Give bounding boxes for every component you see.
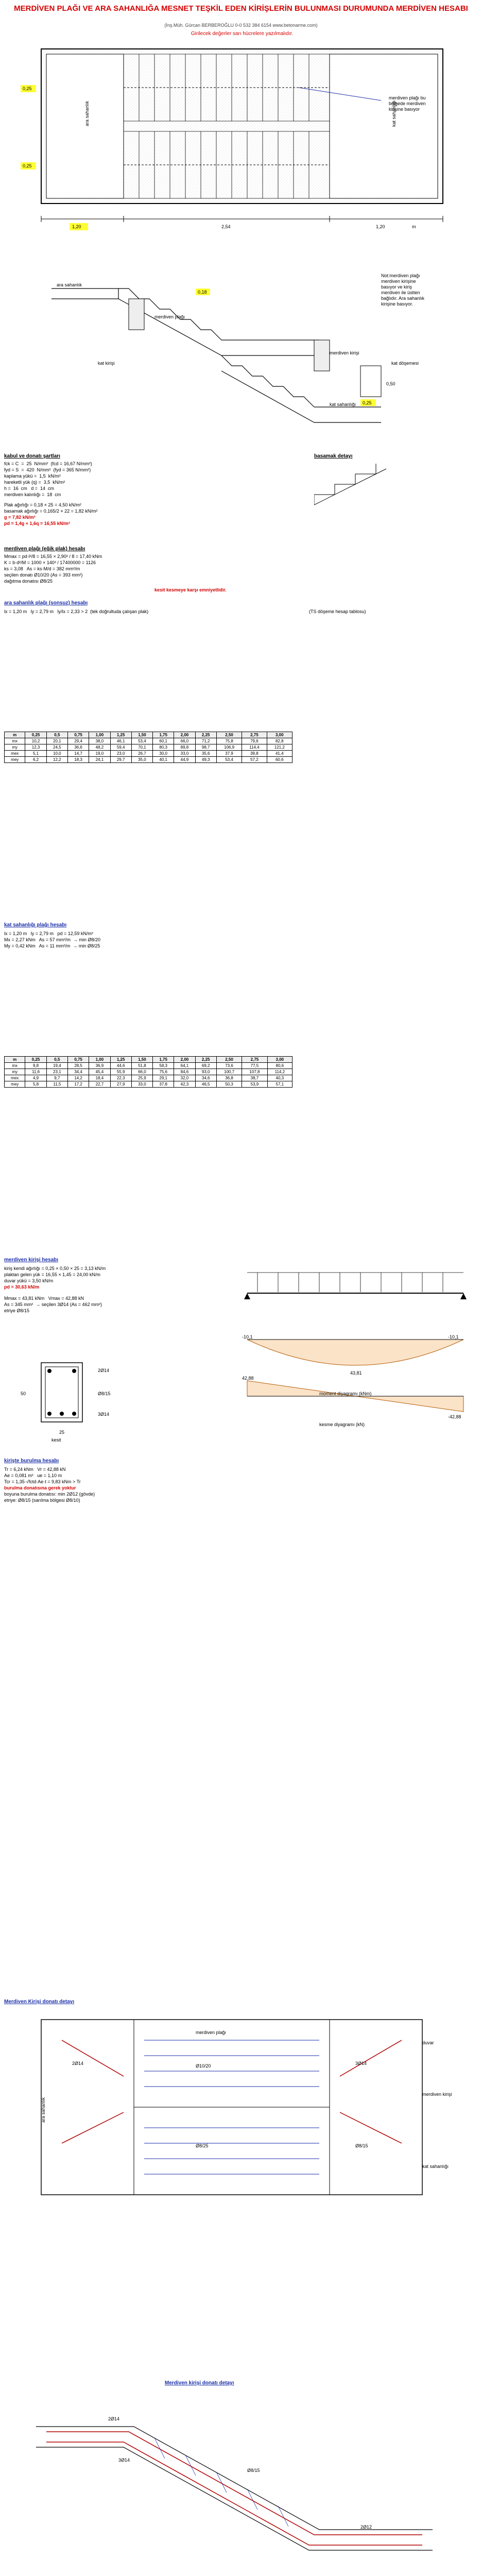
table-cell: 42,3 <box>174 1081 195 1088</box>
kiris-donati: As = 345 mm² → seçilen 3Ø14 (As = 462 mm²) <box>4 1302 102 1307</box>
table-cell: mex <box>5 1075 25 1081</box>
table-cell: mey <box>5 757 25 763</box>
table-cell: 29,7 <box>110 757 131 763</box>
moment-label: moment diyagramı (kNm) <box>319 1391 372 1396</box>
beam-load-diagram <box>237 1262 474 1432</box>
table-cell: 114,4 <box>242 744 267 751</box>
sec-label-ara: ara sahanlık <box>57 282 82 287</box>
table-cell: 44,6 <box>110 1063 131 1069</box>
table-cell: 2,75 <box>242 1057 267 1063</box>
table-row <box>5 751 292 757</box>
table-cell: 0,75 <box>67 1057 89 1063</box>
pd-label-kiris: merdiven kirişi <box>422 2092 452 2097</box>
plan-unit: m <box>412 224 416 229</box>
table-cell: 24,1 <box>89 757 110 763</box>
kiris-yuk-2: plaktan gelen yük = 16,55 × 1,45 = 24,00 kN/m <box>4 1272 100 1277</box>
table-cell: 36,6 <box>67 744 89 751</box>
moment-value-left: -10,1 <box>242 1334 253 1340</box>
table-cell: 2,50 <box>216 1057 242 1063</box>
burulma-line-2: Ae = 0,081 m² ue = 1,10 m <box>4 1473 62 1478</box>
plak-result: kesit kesmeye karşı emniyetlidir. <box>154 587 227 592</box>
sec-label-katkiris: kat kirişi <box>98 361 115 366</box>
sec-label-duvar: kat döşemesi <box>391 361 419 366</box>
pd-bar-3: 2Ø14 <box>72 2061 84 2066</box>
table-cell: 40,1 <box>153 757 174 763</box>
sec-dim-kiris-w: 0,25 <box>363 400 372 405</box>
table-cell: 53,9 <box>242 1081 267 1088</box>
table-cell: 36,8 <box>216 1075 242 1081</box>
table-cell: 2,00 <box>174 732 195 738</box>
table-cell: 66,0 <box>131 1069 152 1075</box>
table-cell: 79,6 <box>242 738 267 744</box>
table-cell: 11,6 <box>25 1069 46 1075</box>
cross-label: kesit <box>51 1437 61 1443</box>
table-cell: 23,0 <box>110 751 131 757</box>
table-row <box>5 1075 292 1081</box>
table-cell: 57,2 <box>242 757 267 763</box>
table-cell: 69,2 <box>195 1063 216 1069</box>
table-cell: mex <box>5 751 25 757</box>
plan-dim-left: 0,25 <box>23 86 32 91</box>
table-cell: 33,0 <box>174 751 195 757</box>
table-cell: 5,8 <box>25 1081 46 1088</box>
sahanlik-heading: ara sahanlık plağı (sonsuz) hesabı <box>4 600 88 606</box>
table-cell: 2,75 <box>242 732 267 738</box>
table-cell: 22,3 <box>110 1075 131 1081</box>
table-cell: 80,6 <box>267 1063 292 1069</box>
kiris-yuk-3: duvar yükü = 3,50 kN/m <box>4 1278 54 1283</box>
table-cell: 2,00 <box>174 1057 195 1063</box>
table-cell: 10,2 <box>25 738 46 744</box>
table-cell: 100,7 <box>216 1069 242 1075</box>
table-cell: 64,1 <box>174 1063 195 1069</box>
pd-label-kat: kat sahanlığı <box>422 2164 449 2169</box>
sec-dim-kiris-h: 0,50 <box>386 381 395 386</box>
table-cell: 121,2 <box>267 744 292 751</box>
moment-table-1 <box>4 732 292 763</box>
burulma-line-6: etriye: Ø8/15 (sarılma bölgesi Ø8/10) <box>4 1498 80 1503</box>
plan-label-ara: ara sahanlık <box>84 100 90 127</box>
plan-dim-b1: 1,20 <box>72 224 81 229</box>
table-cell: 9,8 <box>25 1063 46 1069</box>
table-row <box>5 757 292 763</box>
table-cell: 29,1 <box>153 1075 174 1081</box>
table-cell: 66,0 <box>174 738 195 744</box>
load-line-6: merdiven kalınlığı = 18 cm <box>4 492 61 497</box>
table-cell: 49,3 <box>195 757 216 763</box>
table-cell: 51,8 <box>131 1063 152 1069</box>
table-cell: 45,4 <box>89 1069 110 1075</box>
moment-table-2 <box>4 1056 292 1088</box>
table-cell: 107,8 <box>242 1069 267 1075</box>
plak-line-3: ks = 3,08 As = ks·M/d = 382 mm²/m <box>4 566 80 571</box>
table-cell: 75,8 <box>216 738 242 744</box>
table-row <box>5 1057 292 1063</box>
kiris-moment: Mmax = 43,81 kNm Vmax = 42,88 kN <box>4 1296 84 1301</box>
pd-bar-2: Ø8/25 <box>196 2143 209 2148</box>
table-cell: 2,50 <box>216 732 242 738</box>
burulma-line-5: boyuna burulma donatısı: min 2Ø12 (gövde) <box>4 1492 95 1497</box>
table-cell: 24,5 <box>46 744 67 751</box>
load-line-5: h = 16 cm d = 14 cm <box>4 486 55 491</box>
table-cell: 0,5 <box>46 732 67 738</box>
table-cell: 75,6 <box>153 1069 174 1075</box>
kesme-value-left: 42,88 <box>242 1376 254 1381</box>
table-cell: 70,1 <box>131 744 152 751</box>
plan-dim-right: 0,25 <box>23 163 32 168</box>
cross-b: 25 <box>59 1430 65 1435</box>
pd-label-ara: ara sahanlık <box>41 2097 46 2123</box>
burulma-heading: kirişte burulma hesabı <box>4 1458 59 1464</box>
table-cell: 1,75 <box>153 1057 174 1063</box>
table-cell: 12,2 <box>46 757 67 763</box>
cross-bot-bars: 3Ø14 <box>98 1412 110 1417</box>
table-cell: 1,00 <box>89 732 110 738</box>
table-cell: 89,8 <box>174 744 195 751</box>
table-cell: 2,25 <box>195 1057 216 1063</box>
table-cell: 34,4 <box>67 1069 89 1075</box>
g-total: g = 7,82 kN/m² <box>4 515 36 520</box>
plan-rebar-drawing <box>31 2009 433 2205</box>
table-cell: 39,8 <box>242 751 267 757</box>
beam-cross-section <box>31 1360 93 1427</box>
stair-plan-drawing <box>21 39 463 245</box>
table-cell: 25,9 <box>131 1075 152 1081</box>
basamak-detail-drawing <box>314 464 417 510</box>
table-cell: 26,7 <box>131 751 152 757</box>
basamak-detail-heading: basamak detayı <box>314 453 353 459</box>
table-cell: 37,8 <box>153 1081 174 1088</box>
table-cell: 46,1 <box>110 738 131 744</box>
table-cell: 37,9 <box>216 751 242 757</box>
table-cell: m <box>5 732 25 738</box>
table-cell: 1,50 <box>131 732 152 738</box>
table-cell: 35,0 <box>131 757 152 763</box>
table-cell: 20,1 <box>46 738 67 744</box>
table-cell: 32,0 <box>174 1075 195 1081</box>
table-cell: 22,7 <box>89 1081 110 1088</box>
pd-label-duvar: duvar <box>422 2040 434 2045</box>
sec-note: Not:merdiven plağı merdiven kirişine basıyor ve kiriş merdiven ile üstten bağlıdır. Ara sahanlık kirişine basıyor. <box>381 273 425 307</box>
kat-sahanlik-line-2: My = 0,42 kNm As = 11 mm²/m → min Ø8/25 <box>4 943 100 948</box>
table-cell: 3,00 <box>267 1057 292 1063</box>
table-cell: 14,7 <box>67 751 89 757</box>
table-cell: 10,0 <box>46 751 67 757</box>
kesme-label: kesme diyagramı (kN) <box>319 1422 365 1427</box>
pd-bar-4: 3Ø14 <box>355 2061 367 2066</box>
table-cell: 6,2 <box>25 757 46 763</box>
stair-section-drawing <box>51 268 433 443</box>
table-row <box>5 738 292 744</box>
table-cell: 1,25 <box>110 732 131 738</box>
moment-value-right: -10,1 <box>448 1334 459 1340</box>
kat-sahanlik-line-1: Mx = 2,27 kNm As = 57 mm²/m → min Ø8/20 <box>4 937 101 942</box>
plan-dim-b2: 2,54 <box>221 224 231 229</box>
table-cell: 38,7 <box>242 1075 267 1081</box>
table-cell: 44,9 <box>174 757 195 763</box>
input-note: Girilecek değerler sarı hücrelere yazılmalıdır. <box>191 31 294 37</box>
table-cell: mey <box>5 1081 25 1088</box>
table-cell: 98,7 <box>195 744 216 751</box>
table-cell: 18,4 <box>89 1075 110 1081</box>
table-cell: 1,00 <box>89 1057 110 1063</box>
table-cell: 5,1 <box>25 751 46 757</box>
sahanlik-tip: (TS döşeme hesap tablosu) <box>309 609 366 614</box>
table-cell: 57,1 <box>267 1081 292 1088</box>
table-cell: 82,8 <box>267 738 292 744</box>
kat-sahanlik-heading: kat sahanlığı plağı hesabı <box>4 922 67 928</box>
table-row <box>5 1069 292 1075</box>
table-row <box>5 1081 292 1088</box>
table-cell: m <box>5 1057 25 1063</box>
table-cell: 1,75 <box>153 732 174 738</box>
table-cell: 77,5 <box>242 1063 267 1069</box>
table-cell: my <box>5 1069 25 1075</box>
table-cell: 38,0 <box>89 738 110 744</box>
plak-line-4: seçilen donatı Ø10/20 (As = 393 mm²) <box>4 572 83 578</box>
sec-label-kat: kat sahanlığı <box>330 402 356 407</box>
table-cell: 35,6 <box>195 751 216 757</box>
table-cell: mx <box>5 738 25 744</box>
table-cell: 84,6 <box>174 1069 195 1075</box>
table-cell: 29,4 <box>67 738 89 744</box>
load-line-3: kaplama yükü = 1,5 kN/m² <box>4 473 61 479</box>
table-cell: 50,3 <box>216 1081 242 1088</box>
page-subtitle: (İnş.Müh. Gürcan BERBEROĞLU 0-0 532 384 6154 www.betonarme.com) <box>164 23 318 28</box>
table-row <box>5 732 292 738</box>
plan-detail-heading: Merdiven Kirişi donatı detayı <box>4 1999 75 2005</box>
pd-total: pd = 1,4g + 1,6q = 16,55 kN/m² <box>4 521 70 526</box>
table-cell: 53,4 <box>131 738 152 744</box>
plak-line-5: dağıtma donatısı Ø8/25 <box>4 579 53 584</box>
table-cell: 71,2 <box>195 738 216 744</box>
table-cell: mx <box>5 1063 25 1069</box>
table-cell: 60,6 <box>267 757 292 763</box>
table-cell: 0,25 <box>25 732 46 738</box>
table-cell: 41,4 <box>267 751 292 757</box>
kiris-yuk-4: pd = 30,63 kN/m <box>4 1284 40 1290</box>
table-cell: 9,7 <box>46 1075 67 1081</box>
table-cell: 14,2 <box>67 1075 89 1081</box>
table-cell: 17,2 <box>67 1081 89 1088</box>
table-cell: 23,1 <box>46 1069 67 1075</box>
load-line-2: fyd = S = 420 N/mm² (fyd = 365 N/mm²) <box>4 467 91 472</box>
table-cell: 19,4 <box>46 1063 67 1069</box>
table-cell: 11,5 <box>46 1081 67 1088</box>
loads-heading: kabul ve donatı şartları <box>4 453 60 459</box>
load-line-4: hareketli yük (q) = 3,5 kN/m² <box>4 480 65 485</box>
kat-sahanlik-intro: lx = 1,20 m ly = 2,79 m pd = 12,59 kN/m² <box>4 931 93 936</box>
cross-stirrup: Ø8/15 <box>98 1391 111 1396</box>
table-cell: 73,6 <box>216 1063 242 1069</box>
sahanlik-intro: lx = 1,20 m ly = 2,79 m ly/lx = 2,33 > 2 (tek doğrultuda çalışan plak) <box>4 609 149 614</box>
table-cell: 2,25 <box>195 732 216 738</box>
ld-bar-1: 2Ø14 <box>108 2416 120 2421</box>
table-cell: 106,9 <box>216 744 242 751</box>
sec-label-plak: merdiven plağı <box>154 314 185 319</box>
ld-bar-3: Ø8/15 <box>247 2468 260 2473</box>
plak-heading: merdiven plağı (eğik plak) hesabı <box>4 546 85 552</box>
table-cell: 40,3 <box>267 1075 292 1081</box>
table-row <box>5 1063 292 1069</box>
table-cell: 55,9 <box>110 1069 131 1075</box>
table-cell: 93,0 <box>195 1069 216 1075</box>
table-cell: 19,0 <box>89 751 110 757</box>
plan-dim-b3: 1,20 <box>376 224 385 229</box>
table-cell: my <box>5 744 25 751</box>
table-cell: 58,3 <box>153 1063 174 1069</box>
plan-label-kiris: merdiven plağı bu bölgede merdiven kirişine basıyor <box>389 95 426 112</box>
burulma-line-1: Tr = 6,24 kNm Vr = 42,88 kN <box>4 1467 66 1472</box>
table-cell: 46,5 <box>195 1081 216 1088</box>
table-cell: 59,4 <box>110 744 131 751</box>
table-cell: 18,3 <box>67 757 89 763</box>
table-cell: 27,9 <box>110 1081 131 1088</box>
kiris-heading: merdiven kirişi hesabı <box>4 1257 59 1263</box>
page-title: MERDİVEN PLAĞI VE ARA SAHANLIĞA MESNET TEŞKİL EDEN KİRİŞLERİN BULUNMASI DURUMUNDA MERDİVEN HESABI <box>14 4 468 13</box>
kiris-yuk-1: kiriş kendi ağırlığı = 0,25 × 0,50 × 25 = 3,13 kN/m <box>4 1266 106 1271</box>
table-cell: 28,5 <box>67 1063 89 1069</box>
ld-bar-4: 2Ø12 <box>360 2524 372 2530</box>
table-cell: 3,00 <box>267 732 292 738</box>
plan-label-kat: kat sahanlığı <box>391 100 397 127</box>
plak-agirlik: Plak ağırlığı = 0,18 × 25 = 4,50 kN/m² <box>4 502 81 507</box>
sec-label-kiris: merdiven kirişi <box>330 350 359 355</box>
sec-dim-h: 0,18 <box>198 290 207 295</box>
cross-h: 50 <box>21 1391 26 1396</box>
basamak-agirlik: basamak ağırlığı = 0,165/2 × 22 = 1,82 kN/m² <box>4 509 98 514</box>
table-cell: 0,5 <box>46 1057 67 1063</box>
table-cell: 80,3 <box>153 744 174 751</box>
table-cell: 30,0 <box>153 751 174 757</box>
plak-line-1: Mmax = pd·l²/8 = 16,55 × 2,90² / 8 = 17,40 kNm <box>4 554 102 559</box>
table-cell: 33,0 <box>131 1081 152 1088</box>
table-cell: 60,1 <box>153 738 174 744</box>
table-cell: 114,2 <box>267 1069 292 1075</box>
table-cell: 1,50 <box>131 1057 152 1063</box>
table-cell: 34,6 <box>195 1075 216 1081</box>
table-cell: 1,25 <box>110 1057 131 1063</box>
table-cell: 0,75 <box>67 732 89 738</box>
pd-stirrup: Ø8/15 <box>355 2143 368 2148</box>
long-rebar-drawing <box>31 2396 443 2576</box>
table-cell: 36,9 <box>89 1063 110 1069</box>
kiris-etriye: etriye Ø8/15 <box>4 1308 30 1313</box>
pd-bar-1: Ø10/20 <box>196 2063 211 2069</box>
cross-top-bars: 2Ø14 <box>98 1368 110 1373</box>
table-cell: 53,4 <box>216 757 242 763</box>
table-cell: 48,2 <box>89 744 110 751</box>
load-line-1: fck = C = 25 N/mm² (fcd = 16,67 N/mm²) <box>4 461 92 466</box>
pd-label-plak: merdiven plağı <box>196 2030 227 2035</box>
table-cell: 4,9 <box>25 1075 46 1081</box>
burulma-line-3: Tcr = 1,35·√fctd·Ae·t = 9,83 kNm > Tr <box>4 1479 81 1484</box>
burulma-line-4: burulma donatısına gerek yoktur <box>4 1485 76 1490</box>
table-cell: 12,3 <box>25 744 46 751</box>
table-cell: 0,25 <box>25 1057 46 1063</box>
moment-value-mid: 43,81 <box>350 1370 362 1376</box>
long-detail-heading: Merdiven kirişi donatı detayı <box>165 2380 234 2386</box>
kesme-value-right: -42,88 <box>448 1414 461 1419</box>
table-row <box>5 744 292 751</box>
plak-line-2: K = b·d²/M = 1000 × 140² / 17400000 = 1126 <box>4 560 96 565</box>
ld-bar-2: 3Ø14 <box>118 2458 130 2463</box>
